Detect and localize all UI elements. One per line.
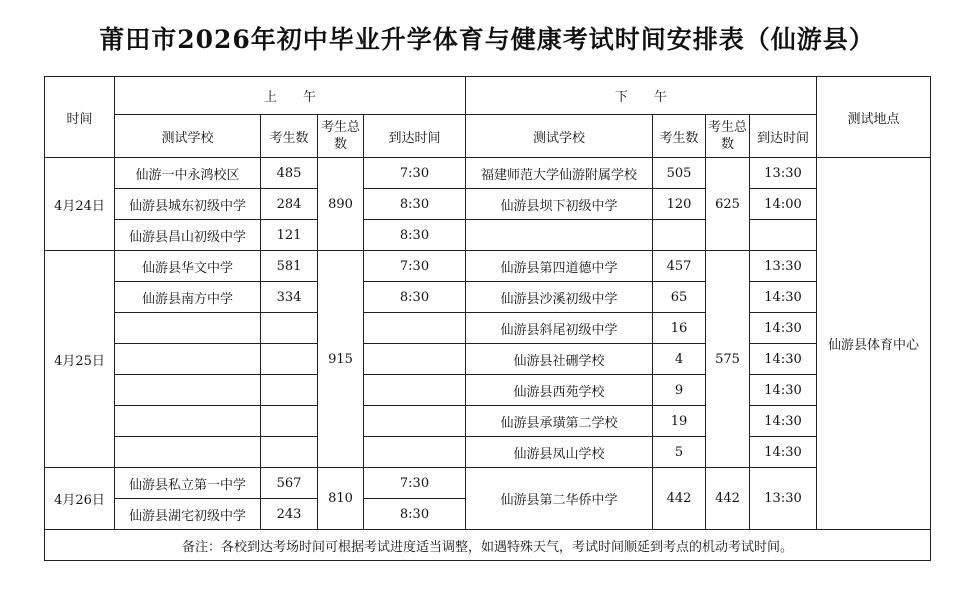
am-time: 8:30 <box>364 220 466 251</box>
am-count: 567 <box>261 468 318 499</box>
am-time <box>364 344 466 375</box>
am-count <box>261 375 318 406</box>
table-row <box>45 375 931 406</box>
am-school <box>115 375 261 406</box>
page-title: 莆田市2026年初中毕业升学体育与健康考试时间安排表（仙游县） <box>99 25 875 54</box>
date-cell: 4月24日 <box>45 158 115 251</box>
table-row <box>45 468 931 499</box>
am-time <box>364 406 466 437</box>
am-school: 仙游一中永鸿校区 <box>115 158 261 189</box>
table-row <box>45 344 931 375</box>
pm-total: 575 <box>706 251 750 468</box>
am-school <box>115 313 261 344</box>
am-total: 915 <box>318 251 364 468</box>
am-school <box>115 344 261 375</box>
pm-count <box>653 220 706 251</box>
schedule-table <box>44 76 931 561</box>
am-count: 121 <box>261 220 318 251</box>
pm-count: 120 <box>653 189 706 220</box>
pm-school: 仙游县坝下初级中学 <box>466 189 653 220</box>
table-row <box>45 282 931 313</box>
am-count <box>261 344 318 375</box>
am-total: 810 <box>318 468 364 530</box>
table-row <box>45 437 931 468</box>
date-cell: 4月25日 <box>45 251 115 468</box>
am-time <box>364 437 466 468</box>
am-time <box>364 375 466 406</box>
am-time <box>364 313 466 344</box>
pm-school: 仙游县第四道德中学 <box>466 251 653 282</box>
am-school: 仙游县城东初级中学 <box>115 189 261 220</box>
note-row <box>45 530 931 561</box>
pm-time: 14:00 <box>750 189 817 220</box>
table-row <box>45 189 931 220</box>
pm-school: 仙游县凤山学校 <box>466 437 653 468</box>
am-count: 581 <box>261 251 318 282</box>
pm-count-header: 考生数 <box>653 115 706 158</box>
time-header: 时间 <box>45 77 115 158</box>
pm-count: 19 <box>653 406 706 437</box>
am-count <box>261 313 318 344</box>
pm-time: 13:30 <box>750 251 817 282</box>
am-total-header: 考生总数 <box>318 115 364 158</box>
pm-time: 14:30 <box>750 406 817 437</box>
am-count: 284 <box>261 189 318 220</box>
pm-time: 13:30 <box>750 468 817 530</box>
am-header: 上 午 <box>115 77 466 115</box>
am-school: 仙游县湖宅初级中学 <box>115 499 261 530</box>
pm-time: 14:30 <box>750 437 817 468</box>
am-time: 7:30 <box>364 468 466 499</box>
am-school <box>115 406 261 437</box>
pm-school: 仙游县西苑学校 <box>466 375 653 406</box>
pm-total: 442 <box>706 468 750 530</box>
pm-time: 14:30 <box>750 344 817 375</box>
pm-school: 仙游县第二华侨中学 <box>466 468 653 530</box>
note-text: 备注：各校到达考场时间可根据考试进度适当调整，如遇特殊天气，考试时间顺延到考点的机动考试时间。 <box>45 530 931 561</box>
pm-count: 5 <box>653 437 706 468</box>
pm-time: 13:30 <box>750 158 817 189</box>
pm-school <box>466 220 653 251</box>
am-count-header: 考生数 <box>261 115 318 158</box>
pm-school: 仙游县斜尾初级中学 <box>466 313 653 344</box>
am-school: 仙游县南方中学 <box>115 282 261 313</box>
am-arrive-header: 到达时间 <box>364 115 466 158</box>
pm-count: 505 <box>653 158 706 189</box>
table-row <box>45 158 931 189</box>
pm-header: 下 午 <box>466 77 817 115</box>
am-time: 8:30 <box>364 189 466 220</box>
pm-time: 14:30 <box>750 313 817 344</box>
pm-school: 仙游县沙溪初级中学 <box>466 282 653 313</box>
pm-school: 福建师范大学仙游附属学校 <box>466 158 653 189</box>
am-count: 243 <box>261 499 318 530</box>
table-row <box>45 220 931 251</box>
pm-count: 9 <box>653 375 706 406</box>
pm-total-header: 考生总数 <box>706 115 750 158</box>
table-row <box>45 251 931 282</box>
pm-time <box>750 220 817 251</box>
venue-cell: 仙游县体育中心 <box>817 158 931 530</box>
am-count <box>261 406 318 437</box>
pm-time: 14:30 <box>750 282 817 313</box>
am-time: 8:30 <box>364 282 466 313</box>
table-row <box>45 406 931 437</box>
am-school: 仙游县私立第一中学 <box>115 468 261 499</box>
pm-count: 16 <box>653 313 706 344</box>
am-school: 仙游县昌山初级中学 <box>115 220 261 251</box>
table-row <box>45 313 931 344</box>
pm-count: 65 <box>653 282 706 313</box>
pm-school: 仙游县社硎学校 <box>466 344 653 375</box>
pm-count: 442 <box>653 468 706 530</box>
am-school <box>115 437 261 468</box>
am-count: 485 <box>261 158 318 189</box>
am-school-header: 测试学校 <box>115 115 261 158</box>
pm-time: 14:30 <box>750 375 817 406</box>
am-count: 334 <box>261 282 318 313</box>
pm-arrive-header: 到达时间 <box>750 115 817 158</box>
pm-school-header: 测试学校 <box>466 115 653 158</box>
am-time: 7:30 <box>364 158 466 189</box>
am-count <box>261 437 318 468</box>
pm-count: 457 <box>653 251 706 282</box>
am-school: 仙游县华文中学 <box>115 251 261 282</box>
am-time: 7:30 <box>364 251 466 282</box>
pm-total: 625 <box>706 158 750 251</box>
am-time: 8:30 <box>364 499 466 530</box>
date-cell: 4月26日 <box>45 468 115 530</box>
pm-count: 4 <box>653 344 706 375</box>
am-total: 890 <box>318 158 364 251</box>
venue-header: 测试地点 <box>817 77 931 158</box>
pm-school: 仙游县承璜第二学校 <box>466 406 653 437</box>
